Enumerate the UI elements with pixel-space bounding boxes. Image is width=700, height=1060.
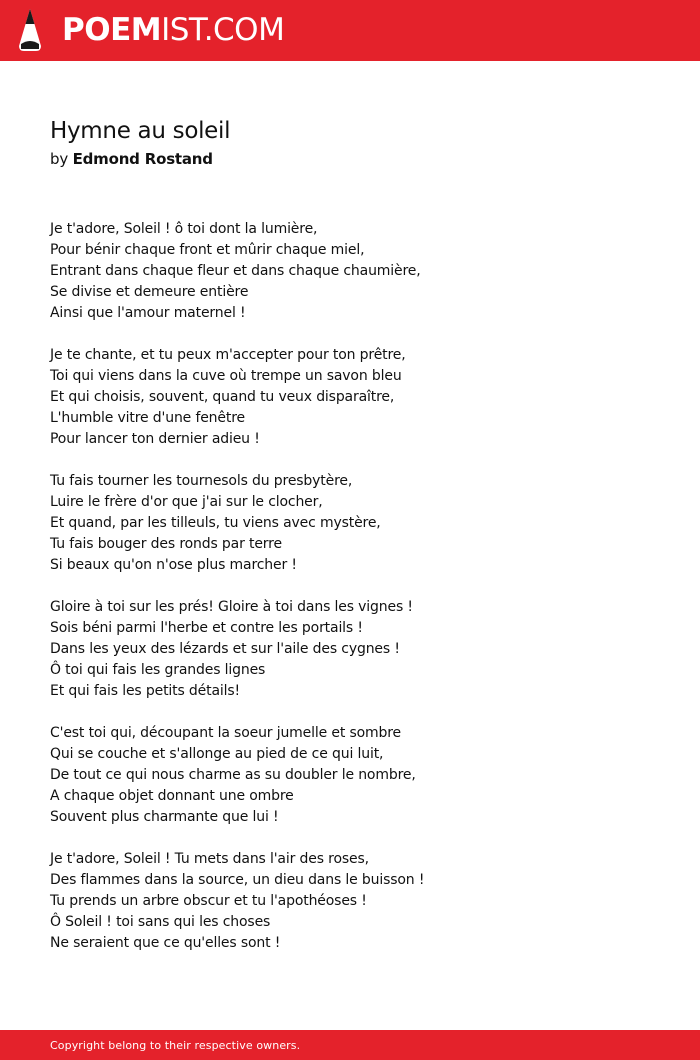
- site-logo-text[interactable]: [62, 12, 284, 48]
- stanza-1: [50, 219, 670, 324]
- poem-line: A chaque objet donnant une ombre: [50, 788, 294, 804]
- poem-line: Des flammes dans la source, un dieu dans le buisson !: [50, 872, 425, 888]
- poem-line: Et quand, par les tilleuls, tu viens avec mystère,: [50, 515, 381, 531]
- stanza-4: [50, 597, 670, 702]
- poem-body: [50, 219, 670, 975]
- poem-line: Pour lancer ton dernier adieu !: [50, 431, 260, 447]
- poem-line: L'humble vitre d'une fenêtre: [50, 410, 245, 426]
- poem-author: Edmond Rostand: [72, 150, 213, 168]
- stanza-2: [50, 345, 670, 450]
- poem-line: Ô toi qui fais les grandes lignes: [50, 662, 266, 678]
- poem-byline: [50, 149, 213, 169]
- poem-line: Je t'adore, Soleil ! ô toi dont la lumière,: [50, 221, 318, 237]
- poem-line: Tu fais bouger des ronds par terre: [50, 536, 282, 552]
- poem-line: Ô Soleil ! toi sans qui les choses: [50, 914, 271, 930]
- poem-line: Se divise et demeure entière: [50, 284, 249, 300]
- by-label: by: [50, 150, 68, 168]
- poem-line: Qui se couche et s'allonge au pied de ce qui luit,: [50, 746, 384, 762]
- brand-strong: POEM: [62, 12, 162, 48]
- poem-line: Tu prends un arbre obscur et tu l'apothéoses !: [50, 893, 367, 909]
- poem-line: De tout ce qui nous charme as su doubler le nombre,: [50, 767, 416, 783]
- poem-title: Hymne au soleil: [50, 118, 231, 144]
- poem-line: Et qui fais les petits détails!: [50, 683, 240, 699]
- poem-line: Luire le frère d'or que j'ai sur le clocher,: [50, 494, 323, 510]
- poem-line: Sois béni parmi l'herbe et contre les portails !: [50, 620, 363, 636]
- copyright-notice: Copyright belong to their respective owners.: [50, 1039, 301, 1052]
- poem-line: Tu fais tourner les tournesols du presbytère,: [50, 473, 353, 489]
- poem-line: Ne seraient que ce qu'elles sont !: [50, 935, 281, 951]
- poem-line: Entrant dans chaque fleur et dans chaque chaumière,: [50, 263, 421, 279]
- poem-line: Dans les yeux des lézards et sur l'aile des cygnes !: [50, 641, 400, 657]
- poem-line: Pour bénir chaque front et mûrir chaque miel,: [50, 242, 365, 258]
- pencil-tip-icon[interactable]: [17, 8, 43, 52]
- poem-line: Ainsi que l'amour maternel !: [50, 305, 246, 321]
- site-footer: [0, 1030, 700, 1060]
- poem-line: Souvent plus charmante que lui !: [50, 809, 279, 825]
- poem-line: C'est toi qui, découpant la soeur jumelle et sombre: [50, 725, 402, 741]
- poem-line: Gloire à toi sur les prés! Gloire à toi dans les vignes !: [50, 599, 413, 615]
- poem-line: Et qui choisis, souvent, quand tu veux disparaître,: [50, 389, 395, 405]
- site-header: [0, 0, 700, 61]
- stanza-5: [50, 723, 670, 828]
- brand-light: IST.COM: [161, 12, 285, 48]
- poem-line: Si beaux qu'on n'ose plus marcher !: [50, 557, 297, 573]
- poem-line: Toi qui viens dans la cuve où trempe un savon bleu: [50, 368, 402, 384]
- stanza-6: [50, 849, 670, 954]
- poem-line: Je te chante, et tu peux m'accepter pour ton prêtre,: [50, 347, 406, 363]
- poem-line: Je t'adore, Soleil ! Tu mets dans l'air des roses,: [50, 851, 369, 867]
- stanza-3: [50, 471, 670, 576]
